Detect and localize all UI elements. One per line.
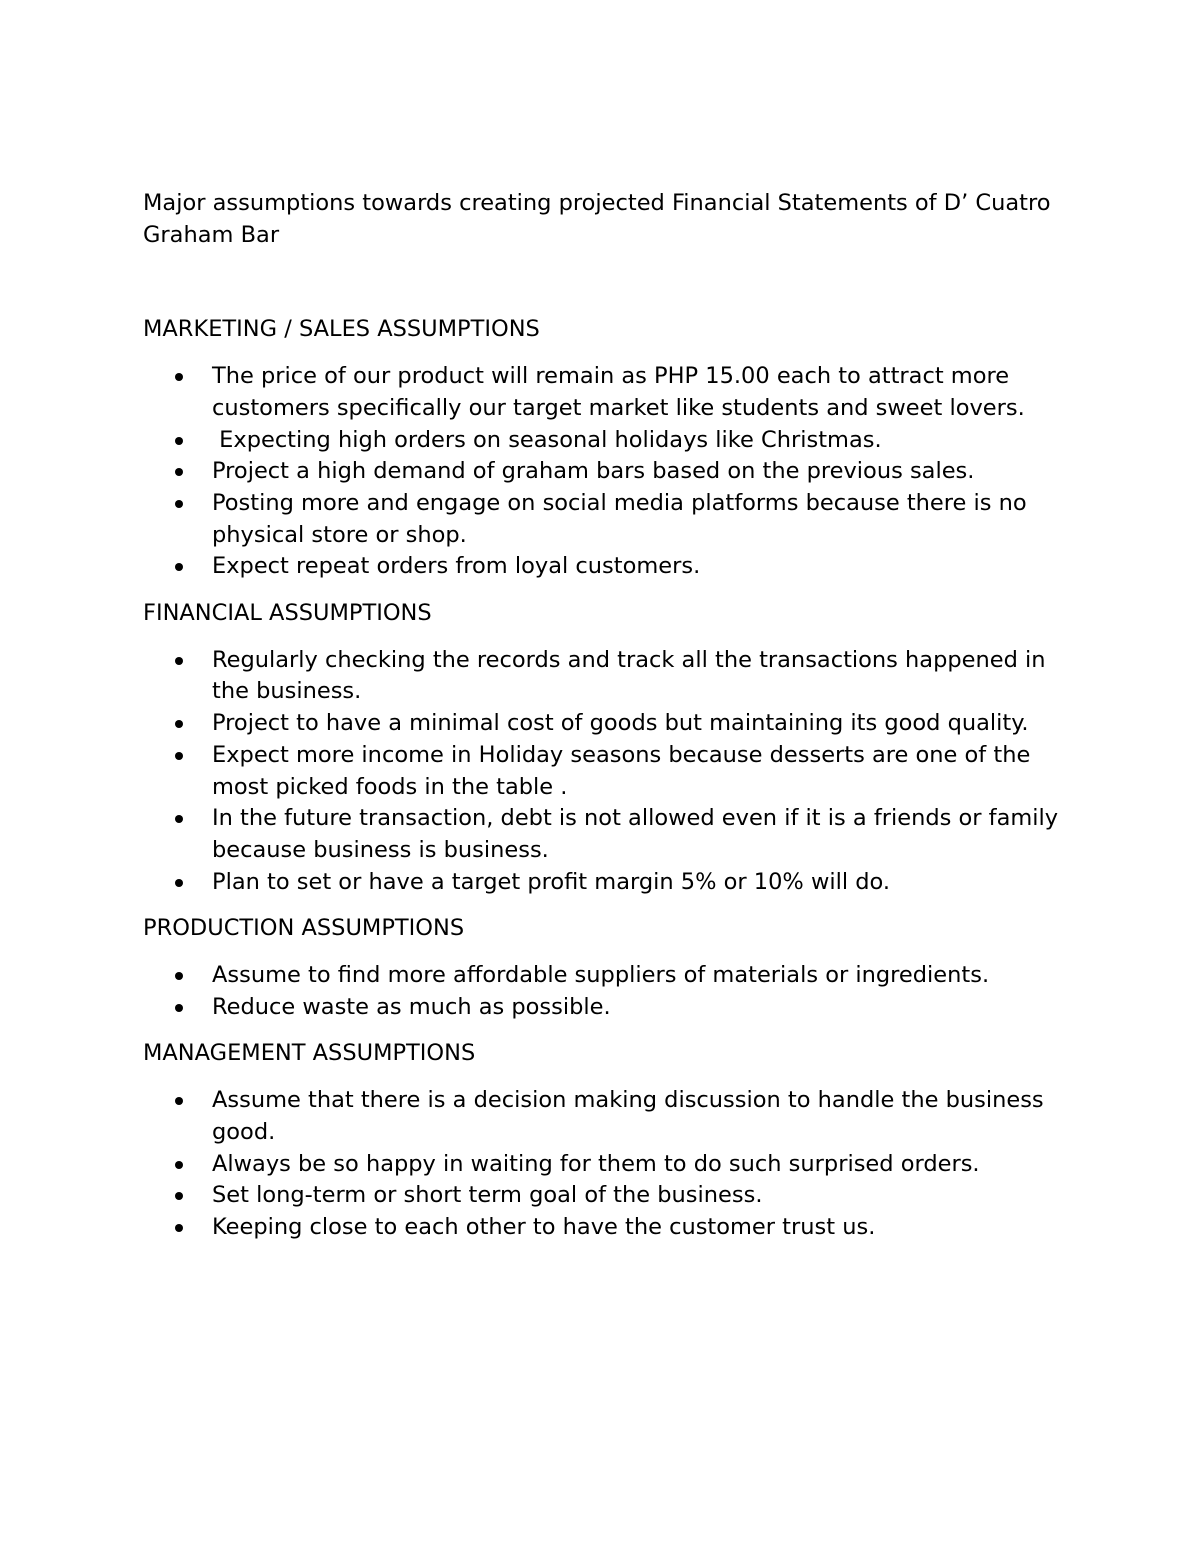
list-item [143,1180,1063,1212]
list-item-text: Plan to set or have a target profit margin 5% or 10% will do. [212,868,891,895]
list-item-text: Assume that there is a decision making discussion to handle the business good. [212,1087,1044,1145]
list-item-text: Project to have a minimal cost of goods but maintaining its good quality. [212,710,1029,737]
section-heading-financial: FINANCIAL ASSUMPTIONS [143,600,432,627]
list-item [143,425,1063,457]
list-item [143,1149,1063,1181]
list-item [143,551,1063,583]
list-item [143,740,1063,803]
list-item [143,645,1063,708]
bullet-icon [175,720,183,728]
list-item [143,456,1063,488]
list-item [143,1212,1063,1244]
financial-bullet-list [143,645,1063,899]
list-item [143,361,1063,424]
list-item [143,488,1063,551]
list-item [143,1085,1063,1148]
bullet-icon [175,437,183,445]
management-bullet-list [143,1085,1063,1244]
list-item-text: Reduce waste as much as possible. [212,993,611,1020]
list-item-text: Regularly checking the records and track all the transactions happened in the business. [212,646,1046,705]
bullet-icon [175,815,183,823]
list-item-text: Project a high demand of graham bars based on the previous sales. [212,458,975,485]
bullet-icon [175,468,183,476]
list-item [143,708,1063,740]
list-item [143,803,1063,866]
bullet-icon [175,972,183,980]
document-title: Major assumptions towards creating projected Financial Statements of D’ Cuatro Graham Bar [143,190,1051,248]
bullet-icon [175,500,183,508]
list-item-text: Expecting high orders on seasonal holidays like Christmas. [212,426,882,453]
marketing-bullet-list [143,361,1063,583]
section-heading-management: MANAGEMENT ASSUMPTIONS [143,1040,476,1067]
bullet-icon [175,1004,183,1012]
list-item [143,992,1063,1024]
bullet-icon [175,1161,183,1169]
list-item-text: In the future transaction, debt is not allowed even if it is a friends or family because business is business. [212,805,1059,863]
list-item-text: Keeping close to each other to have the customer trust us. [212,1213,876,1240]
list-item [143,960,1063,992]
list-item [143,867,1063,899]
bullet-icon [175,373,183,381]
bullet-icon [175,1192,183,1200]
list-item-text: Always be so happy in waiting for them to do such surprised orders. [212,1150,980,1177]
bullet-icon [175,752,183,760]
list-item-text: Set long-term or short term goal of the business. [212,1182,763,1209]
list-item-text: Expect repeat orders from loyal customers. [212,553,701,580]
document-page [143,188,1063,1259]
list-item-text: Assume to find more affordable suppliers of materials or ingredients. [212,962,990,989]
list-item-text: The price of our product will remain as PHP 15.00 each to attract more customers specifically our target market like students and sweet lovers. [212,363,1025,421]
bullet-icon [175,657,183,665]
list-item-text: Posting more and engage on social media platforms because there is no physical store or shop. [212,489,1027,548]
bullet-icon [175,1097,183,1105]
bullet-icon [175,563,183,571]
list-item-text: Expect more income in Holiday seasons because desserts are one of the most picked foods in the table . [212,741,1031,800]
bullet-icon [175,1224,183,1232]
section-heading-marketing: MARKETING / SALES ASSUMPTIONS [143,316,540,343]
bullet-icon [175,879,183,887]
production-bullet-list [143,960,1063,1023]
section-heading-production: PRODUCTION ASSUMPTIONS [143,915,465,942]
